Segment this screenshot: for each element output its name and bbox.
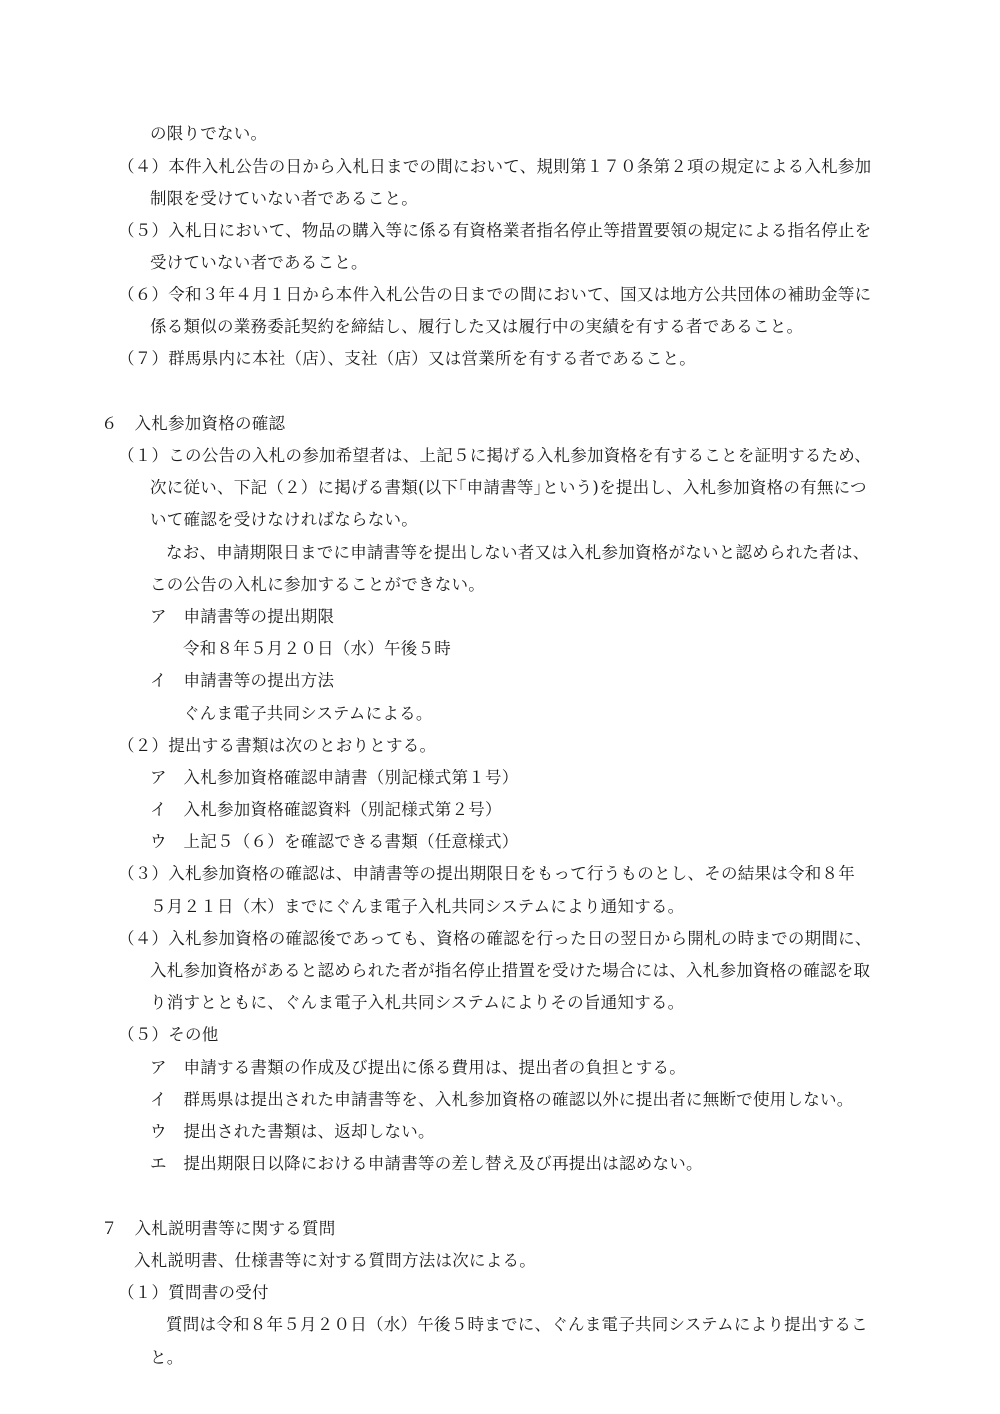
text-line: イ 申請書等の提出方法 — [150, 671, 335, 690]
text-line: なお、申請期限日までに申請書等を提出しない者又は入札参加資格がないと認められた者は、 — [166, 543, 870, 562]
text-line: イ 群馬県は提出された申請書等を、入札参加資格の確認以外に提出者に無断で使用しない。 — [150, 1090, 854, 1109]
text-line: 係る類似の業務委託契約を締結し、履行した又は履行中の実績を有する者であること。 — [150, 317, 804, 336]
section-heading: ７ 入札説明書等に関する質問 — [101, 1219, 336, 1238]
text-line: 次に従い、下記（２）に掲げる書類(以下｢申請書等｣という)を提出し、入札参加資格の有無につ — [150, 478, 867, 497]
text-line: （１）この公告の入札の参加希望者は、上記５に掲げる入札参加資格を有することを証明するため、 — [118, 446, 872, 465]
text-line: ウ 上記５（６）を確認できる書類（任意様式） — [150, 832, 519, 851]
text-line: ア 申請書等の提出期限 — [150, 607, 335, 626]
text-line: イ 入札参加資格確認資料（別記様式第２号） — [150, 800, 502, 819]
text-line: 入札説明書、仕様書等に対する質問方法は次による。 — [134, 1251, 536, 1270]
text-line: ア 入札参加資格確認申請書（別記様式第１号） — [150, 768, 519, 787]
text-line: ア 申請する書類の作成及び提出に係る費用は、提出者の負担とする。 — [150, 1058, 686, 1077]
text-line: （２）提出する書類は次のとおりとする。 — [118, 736, 437, 755]
text-line: 入札参加資格があると認められた者が指名停止措置を受けた場合には、入札参加資格の確認を取 — [150, 961, 871, 980]
text-line: （３）入札参加資格の確認は、申請書等の提出期限日をもって行うものとし、その結果は令和８年 — [118, 864, 855, 883]
text-line: （４）本件入札公告の日から入札日までの間において、規則第１７０条第２項の規定による入札参加 — [118, 157, 872, 176]
text-line: この公告の入札に参加することができない。 — [150, 575, 485, 594]
text-line: エ 提出期限日以降における申請書等の差し替え及び再提出は認めない。 — [150, 1154, 703, 1173]
text-line: いて確認を受けなければならない。 — [150, 510, 418, 529]
text-line: 質問は令和８年５月２０日（水）午後５時までに、ぐんま電子共同システムにより提出するこ — [166, 1315, 868, 1334]
text-line: ５月２１日（木）までにぐんま電子入札共同システムにより通知する。 — [150, 897, 685, 916]
text-line: と。 — [150, 1348, 184, 1367]
text-line: （６）令和３年４月１日から本件入札公告の日までの間において、国又は地方公共団体の補助金等に — [118, 285, 872, 304]
text-line: （７）群馬県内に本社（店）、支社（店）又は営業所を有する者であること。 — [118, 349, 696, 368]
text-line: の限りでない。 — [150, 124, 268, 143]
text-line: 受けていない者であること。 — [150, 253, 368, 272]
text-line: ぐんま電子共同システムによる。 — [183, 704, 433, 723]
section-heading: ６ 入札参加資格の確認 — [101, 414, 286, 433]
text-line: （１）質問書の受付 — [118, 1283, 269, 1302]
text-line: （５）入札日において、物品の購入等に係る有資格業者指名停止等措置要領の規定による指名停止を — [118, 221, 872, 240]
text-line: り消すとともに、ぐんま電子入札共同システムによりその旨通知する。 — [150, 993, 685, 1012]
text-line: （５）その他 — [118, 1025, 219, 1044]
text-line: ウ 提出された書類は、返却しない。 — [150, 1122, 435, 1141]
text-line: 令和８年５月２０日（水）午後５時 — [183, 639, 451, 658]
text-line: （４）入札参加資格の確認後であっても、資格の確認を行った日の翌日から開札の時までの期間に、 — [118, 929, 872, 948]
text-line: 制限を受けていない者であること。 — [150, 189, 418, 208]
